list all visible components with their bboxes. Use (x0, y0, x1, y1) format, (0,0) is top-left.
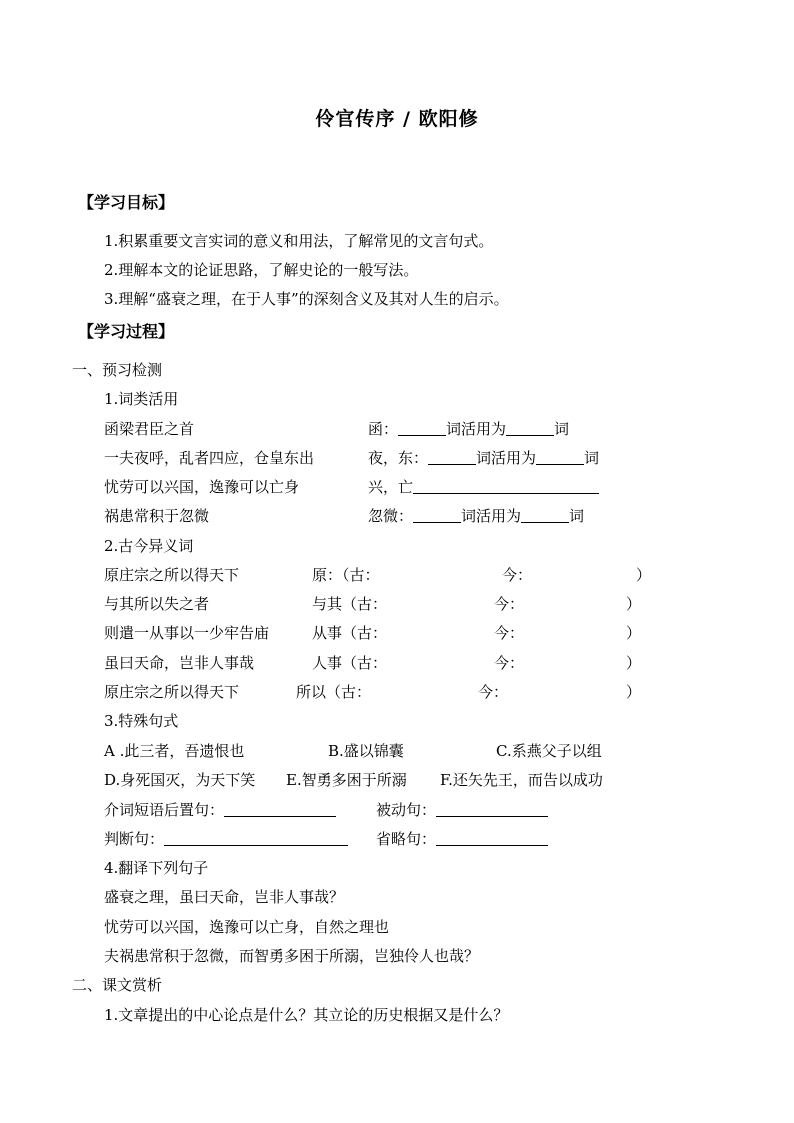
sub3-omit-label: 省略句： (376, 829, 548, 849)
goals-header: 【学习目标】 (78, 193, 175, 212)
sub1-sentence-2: 一夫夜呼，乱者四应，仓皇东出 (104, 449, 315, 467)
sub2-sentence-2: 与其所以失之者 (104, 595, 210, 613)
sub2-close-5: ） (626, 683, 642, 701)
sub2-today-5: 今： (478, 683, 509, 701)
answer-blank[interactable] (536, 450, 584, 465)
sub2-word-5: 所以（古： (296, 683, 372, 701)
sub2-word-1: 原：（古： (312, 566, 380, 584)
answer-blank[interactable] (436, 831, 548, 846)
answer-blank[interactable] (413, 479, 599, 494)
sub4-sentence-2: 忧劳可以兴国，逸豫可以亡身，自然之理也 (104, 918, 390, 936)
goal-item-2: 2.理解本文的论证思路，了解史论的一般写法。 (104, 261, 419, 279)
process-header: 【学习过程】 (78, 322, 175, 341)
sub2-today-2: 今： (494, 595, 525, 613)
part1-heading: 一、预习检测 (72, 361, 163, 379)
sub2-today-4: 今： (494, 654, 525, 672)
sub2-today-3: 今： (494, 624, 525, 642)
sub3-option-f: F.还矢先王，而告以成功 (440, 771, 603, 789)
answer-blank[interactable] (506, 421, 554, 436)
goal-item-1: 1.积累重要文言实词的意义和用法，了解常见的文言句式。 (104, 232, 494, 250)
sub3-heading: 3.特殊句式 (104, 712, 179, 730)
sub1-sentence-4: 祸患常积于忽微 (104, 507, 210, 525)
sub3-option-b: B.盛以锦囊 (328, 742, 404, 760)
sub2-word-2: 与其（古： (312, 595, 388, 613)
sub1-sentence-3: 忧劳可以兴国，逸豫可以亡身 (104, 478, 300, 496)
sub1-sentence-1: 函梁君臣之首 (104, 420, 195, 438)
sub2-today-1: 今： (502, 566, 533, 584)
sub3-prep-label: 介词短语后置句： (104, 800, 336, 820)
sub3-passive-label: 被动句： (376, 800, 548, 820)
part2-question-1: 1.文章提出的中心论点是什么？其立论的历史根据又是什么？ (104, 1006, 509, 1024)
sub2-close-3: ） (626, 624, 642, 642)
goal-item-3: 3.理解“盛衰之理，在于人事”的深刻含义及其对人生的启示。 (104, 290, 509, 308)
sub2-close-2: ） (626, 595, 642, 613)
sub3-option-c: C.系燕父子以组 (496, 742, 602, 760)
sub3-judge-label: 判断句： (104, 829, 348, 849)
answer-blank[interactable] (428, 450, 476, 465)
sub1-answer-4: 忽微： 词活用为 词 (368, 507, 585, 525)
page-title: 伶官传序 / 欧阳修 (315, 108, 479, 130)
answer-blank[interactable] (521, 508, 569, 523)
sub2-sentence-3: 则遣一从事以一少牢告庙 (104, 624, 270, 642)
sub1-heading: 1.词类活用 (104, 390, 179, 408)
answer-blank[interactable] (224, 802, 336, 817)
sub2-close-1: ） (636, 566, 652, 584)
sub3-option-e: E.智勇多困于所溺 (286, 771, 407, 789)
answer-blank[interactable] (398, 421, 446, 436)
sub4-heading: 4.翻译下列句子 (104, 859, 209, 877)
sub3-option-a: A .此三者，吾遗恨也 (104, 742, 245, 760)
sub4-sentence-3: 夫祸患常积于忽微，而智勇多困于所溺，岂独伶人也哉？ (104, 947, 480, 965)
sub2-close-4: ） (626, 654, 642, 672)
answer-blank[interactable] (436, 802, 548, 817)
sub2-sentence-4: 虽曰天命，岂非人事哉 (104, 654, 255, 672)
sub2-sentence-1: 原庄宗之所以得天下 (104, 566, 240, 584)
sub2-sentence-5: 原庄宗之所以得天下 (104, 683, 240, 701)
sub4-sentence-1: 盛衰之理，虽曰天命，岂非人事哉？ (104, 888, 345, 906)
answer-blank[interactable] (413, 508, 461, 523)
sub2-word-4: 人事（古： (312, 654, 388, 672)
sub1-answer-1: 函： 词活用为 词 (368, 420, 570, 438)
part2-heading: 二、课文赏析 (72, 976, 163, 994)
answer-blank[interactable] (164, 831, 348, 846)
sub1-answer-3: 兴，亡 (368, 477, 599, 497)
sub1-answer-2: 夜，东： 词活用为 词 (368, 449, 600, 467)
sub3-option-d: D.身死国灭，为天下笑 (104, 771, 256, 789)
sub2-heading: 2.古今异义词 (104, 537, 194, 555)
sub2-word-3: 从事（古： (312, 624, 388, 642)
